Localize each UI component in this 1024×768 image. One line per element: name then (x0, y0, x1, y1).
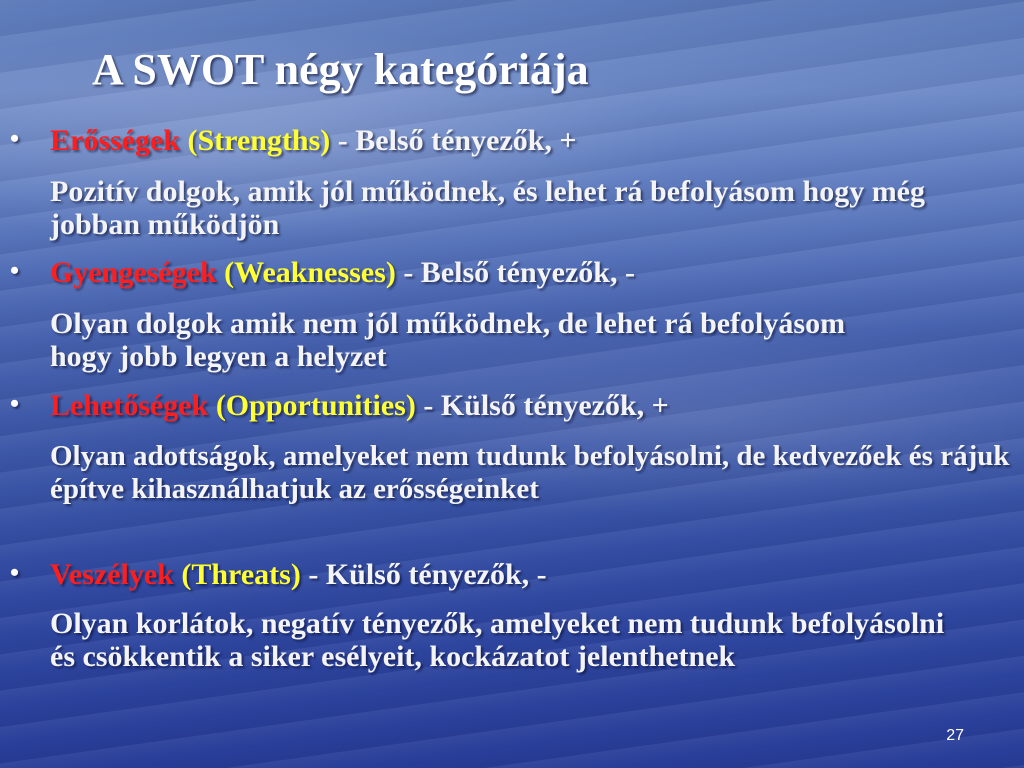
category-description-strengths: Pozitív dolgok, amik jól működnek, és lehet rá befolyásom hogy még jobban működjön (50, 175, 925, 241)
category-factor: - Külső tényezők, - (300, 558, 547, 591)
category-factor: - Belső tényezők, + (330, 124, 577, 157)
category-name-hu: Gyengeségek (50, 256, 217, 289)
category-name-hu: Erősségek (50, 124, 180, 157)
category-description-opportunities: Olyan adottságok, amelyeket nem tudunk befolyásolni, de kedvezőek és rájuk építve kihasználhatjuk az erősségeinket (50, 440, 1010, 505)
category-factor: - Külső tényezők, + (415, 389, 669, 422)
category-heading-threats (10, 558, 547, 592)
bullet-icon: • (10, 558, 20, 587)
slide-number: 27 (946, 727, 964, 744)
category-factor: - Belső tényezők, - (395, 256, 635, 289)
bullet-icon: • (10, 124, 20, 153)
category-name-en: (Weaknesses) (224, 256, 396, 289)
category-name-en: (Strengths) (187, 124, 331, 157)
category-name-hu: Lehetőségek (50, 389, 209, 422)
category-name-en: (Opportunities) (215, 389, 416, 422)
category-description-threats: Olyan korlátok, negatív tényezők, amelyeket nem tudunk befolyásolni és csökkentik a siker esélyeit, kockázatot jelenthetnek (50, 607, 945, 673)
category-description-weaknesses: Olyan dolgok amik nem jól működnek, de lehet rá befolyásom hogy jobb legyen a helyzet (50, 307, 846, 373)
category-name-en: (Threats) (181, 558, 301, 591)
category-name-hu: Veszélyek (50, 558, 174, 591)
category-heading-opportunities (10, 389, 669, 423)
bullet-icon: • (10, 389, 20, 418)
bullet-icon: • (10, 256, 20, 285)
category-heading-strengths (10, 124, 577, 158)
category-heading-weaknesses (10, 256, 635, 290)
slide-title: A SWOT négy kategóriája (92, 45, 589, 94)
